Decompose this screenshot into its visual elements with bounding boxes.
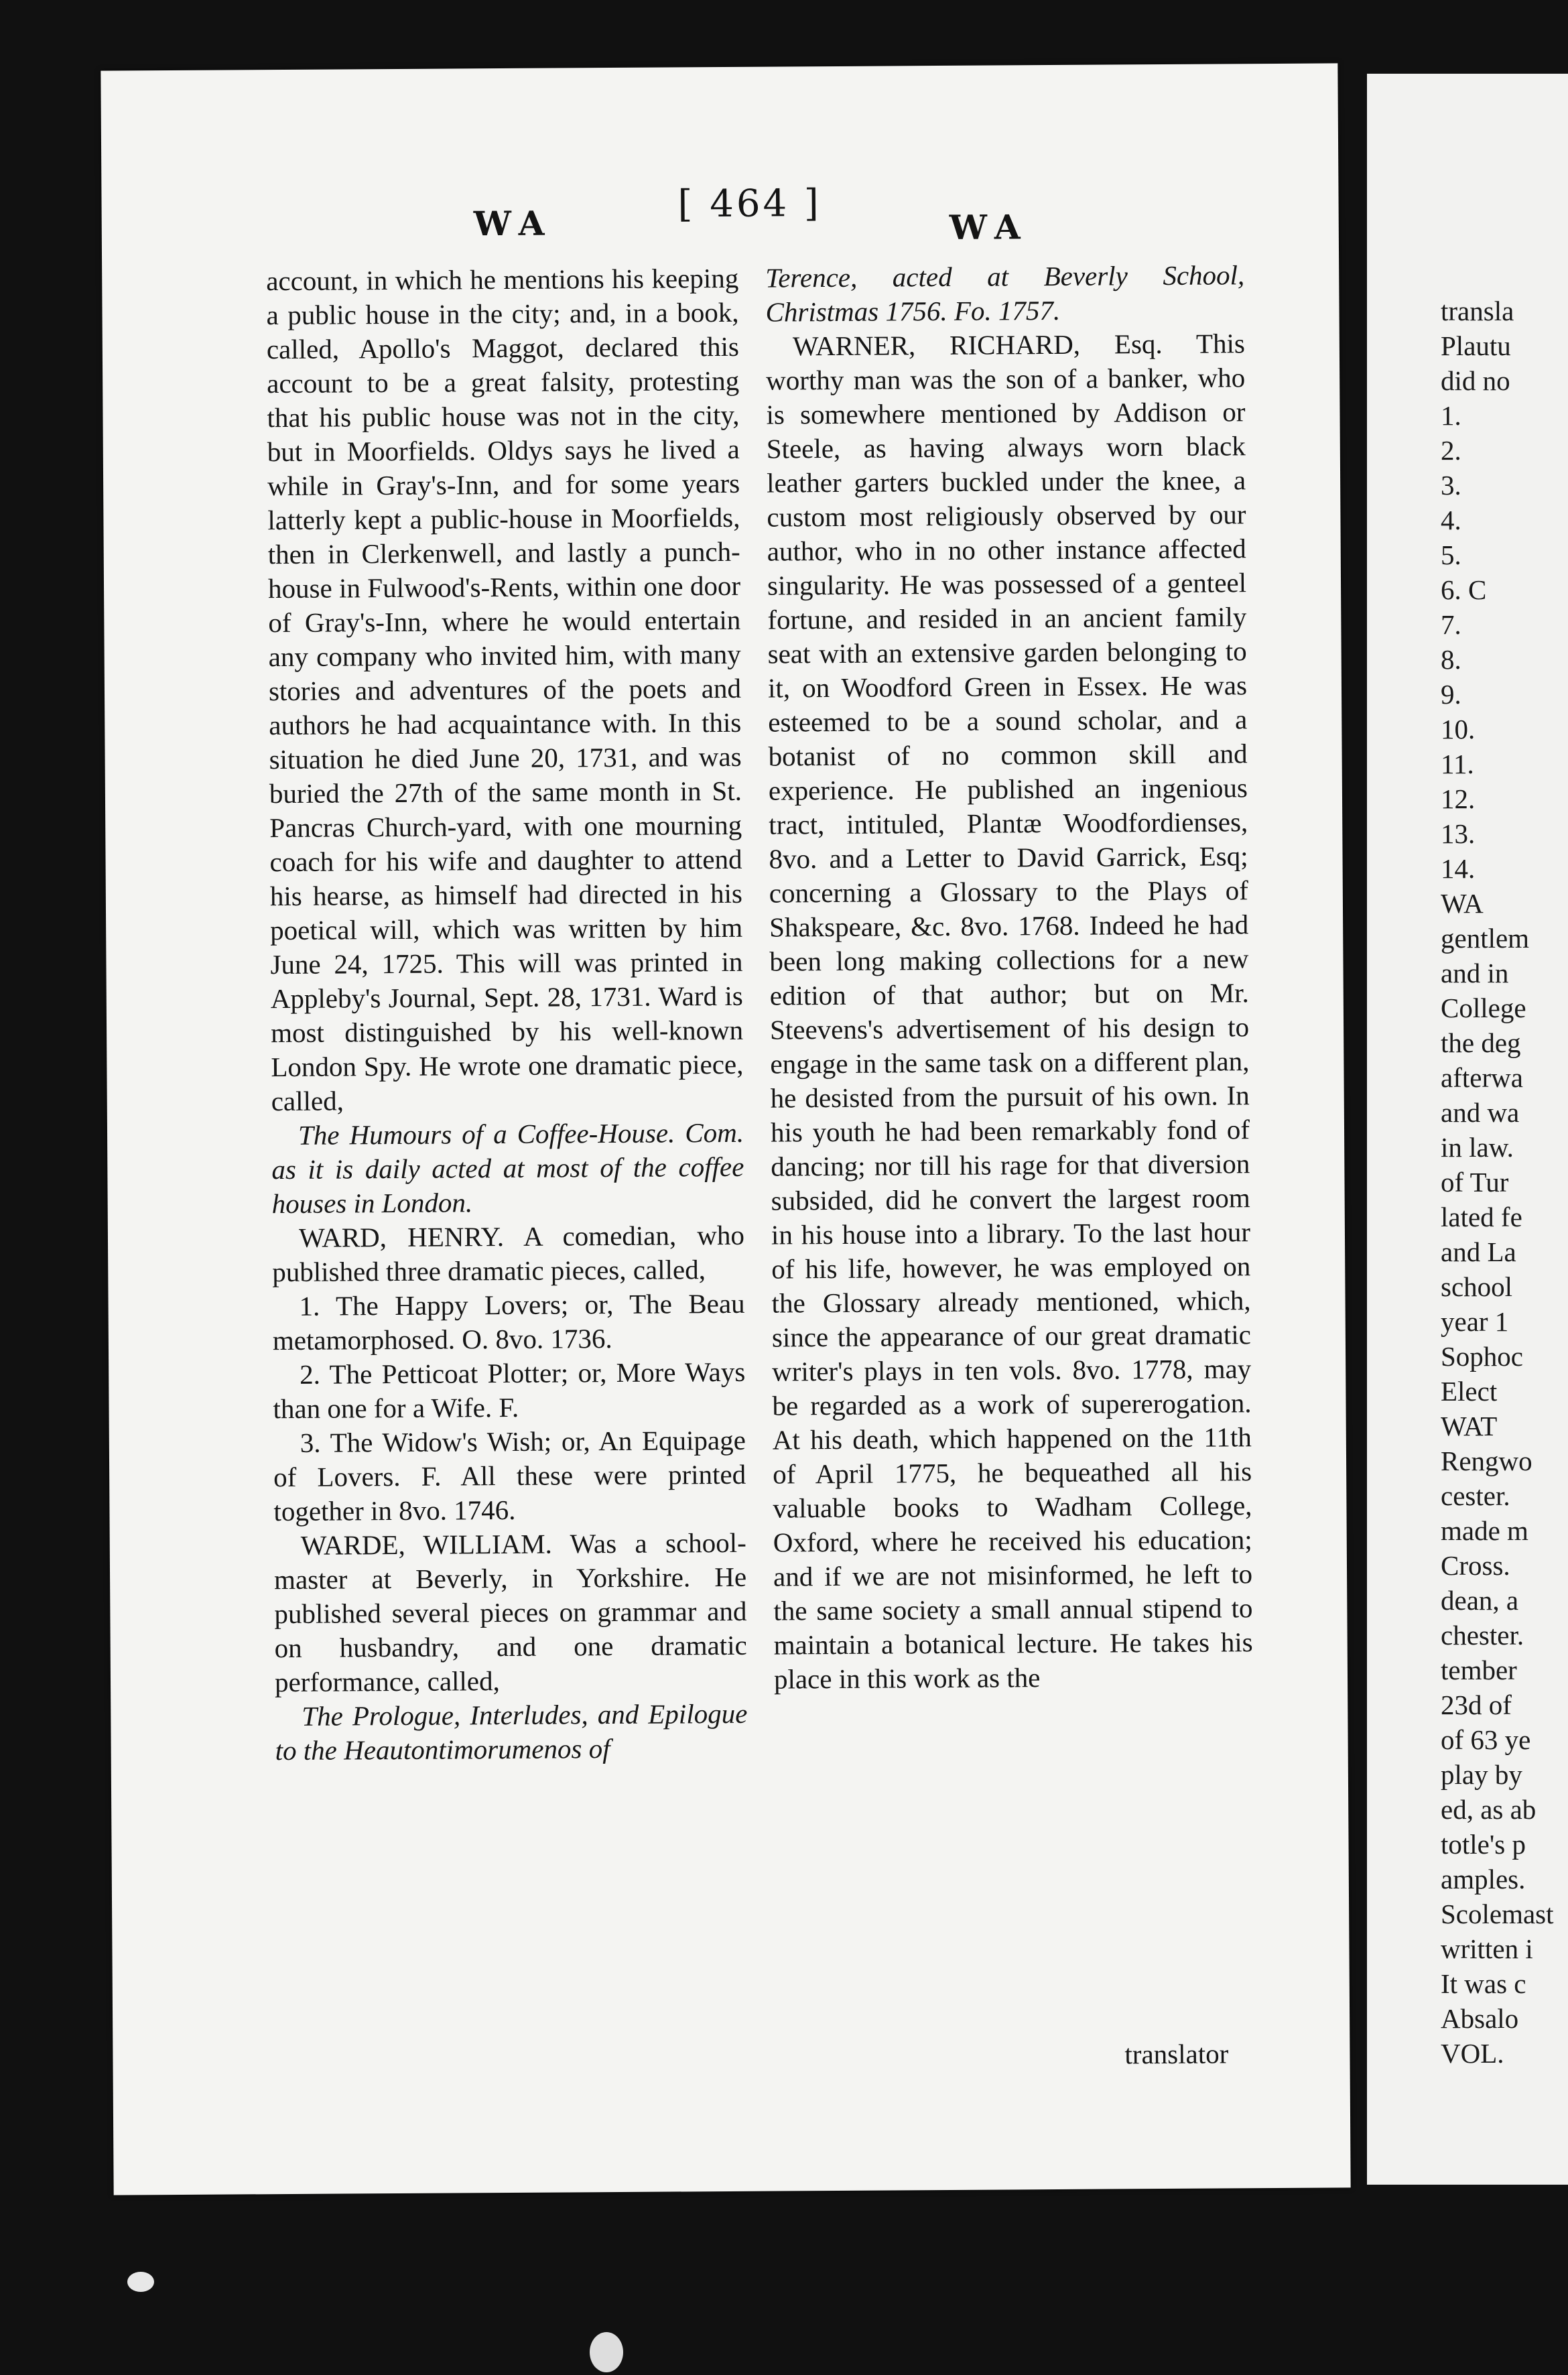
- play-entry: 2. The Petticoat Plotter; or, More Ways than one for a Wife. F.: [273, 1356, 746, 1425]
- author-entry: WARD, HENRY. A comedian, who published three dramatic pieces, called,: [272, 1219, 745, 1288]
- adjacent-page-line: 5.: [1441, 539, 1461, 570]
- adjacent-page-line: Rengwo: [1441, 1446, 1532, 1476]
- adjacent-page-line: written i: [1441, 1933, 1533, 1964]
- margin-speck: [590, 2332, 623, 2372]
- adjacent-page-line: amples.: [1441, 1864, 1526, 1895]
- adjacent-page-line: year 1: [1441, 1306, 1509, 1337]
- adjacent-page-line: play by: [1441, 1759, 1522, 1790]
- adjacent-page-line: 1.: [1441, 400, 1461, 431]
- adjacent-page-line: 12.: [1441, 783, 1476, 814]
- adjacent-page-line: 23d of: [1441, 1689, 1512, 1720]
- adjacent-page-line: 13.: [1441, 818, 1476, 849]
- adjacent-page-line: WA: [1441, 888, 1484, 919]
- adjacent-page-line: 8.: [1441, 644, 1461, 675]
- adjacent-page-line: ed, as ab: [1441, 1794, 1537, 1825]
- adjacent-page-line: the deg: [1441, 1027, 1521, 1058]
- adjacent-page-line: VOL.: [1441, 2038, 1504, 2069]
- adjacent-page-line: totle's p: [1441, 1829, 1526, 1860]
- adjacent-page-line: and in: [1441, 958, 1509, 988]
- adjacent-page-line: of 63 ye: [1441, 1724, 1531, 1755]
- play-entry: The Prologue, Interludes, and Epilogue to the Heautontimorumenos of: [275, 1697, 748, 1767]
- adjacent-page-line: made m: [1441, 1515, 1528, 1546]
- adjacent-page-line: Plautu: [1441, 330, 1511, 361]
- adjacent-page-line: transla: [1441, 296, 1514, 326]
- right-column: [765, 258, 1253, 1696]
- adjacent-page-line: and wa: [1441, 1097, 1520, 1128]
- left-column: [266, 261, 748, 1768]
- adjacent-page-line: cester.: [1441, 1480, 1510, 1511]
- adjacent-page-line: school: [1441, 1271, 1513, 1302]
- adjacent-page-line: Cross.: [1441, 1550, 1510, 1581]
- adjacent-page-line: dean, a: [1441, 1585, 1519, 1616]
- play-entry: The Humours of a Coffee-House. Com. as it is daily acted at most of the coffee houses in London.: [271, 1116, 744, 1220]
- adjacent-page-line: Sophoc: [1441, 1341, 1523, 1372]
- play-entry: 3. The Widow's Wish; or, An Equipage of Lovers. F. All these were printed together in 8vo. 1746.: [273, 1424, 746, 1527]
- adjacent-page-line: WAT: [1441, 1411, 1498, 1441]
- play-entry: 1. The Happy Lovers; or, The Beau metamorphosed. O. 8vo. 1736.: [272, 1287, 745, 1356]
- adjacent-page-line: 10.: [1441, 714, 1476, 745]
- running-header: [101, 178, 1339, 246]
- page-number: [ 464 ]: [677, 182, 822, 227]
- adjacent-page-line: chester.: [1441, 1620, 1524, 1651]
- adjacent-page-line: afterwa: [1441, 1062, 1523, 1093]
- adjacent-page-line: 11.: [1441, 749, 1474, 779]
- adjacent-page-line: Absalo: [1441, 2003, 1519, 2034]
- header-left-keyword: WA: [473, 203, 554, 244]
- adjacent-page-line: 4.: [1441, 505, 1461, 535]
- adjacent-page-line: gentlem: [1441, 923, 1530, 954]
- paragraph: Terence, acted at Beverly School, Christmas 1756. Fo. 1757.: [765, 259, 1245, 328]
- adjacent-page-line: 14.: [1441, 853, 1476, 884]
- author-entry: WARNER, RICHARD, Esq. This worthy man was the son of a banker, who is somewhere mentioned by Addison or Steele, as having always worn black leather garters buckled under the knee, a custom most religiously observed by our author, who in no other instance affected singularity. He was possessed of a genteel fortune, and resided in an ancient family seat with an extensive garden belonging to it, on Woodford Green in Essex. He was esteemed to be a sound scholar, and a botanist of no common skill and experience. He published an ingenious tract, intituled, Plantæ Woodfordienses, 8vo. and a Letter to David Garrick, Esq; concerning a Glossary to the Plays of Shakspeare, &c. 8vo. 1768. Indeed he had been long making collections for a new edition of that author; but on Mr. Steevens's advertisement of his design to engage in the same task on a different plan, he desisted from the pursuit of his own. In his youth he had been remarkably fond of dancing; nor till his rage for that diversion subsided, did he convert the largest room in his house into a library. To the last hour of his life, however, he was employed on the Glossary already mentioned, which, since the appearance of our great dramatic writer's plays in ten vols. 8vo. 1778, may be regarded as a work of supererogation. At his death, which happened on the 11th of April 1775, he bequeathed all his valuable books to Wadham College, Oxford, where he received his education; and if we are not misinformed, he left to the same society a small annual stipend to maintain a botanical lecture. He takes his place in this work as the: [766, 328, 1253, 1695]
- adjacent-page-line: It was c: [1441, 1968, 1526, 1999]
- adjacent-page-line: and La: [1441, 1236, 1516, 1267]
- adjacent-page-line: of Tur: [1441, 1167, 1509, 1198]
- adjacent-page-line: tember: [1441, 1655, 1517, 1685]
- adjacent-page-line: 2.: [1441, 435, 1461, 466]
- header-right-keyword: WA: [949, 207, 1030, 247]
- paragraph: account, in which he mentions his keeping a public house in the city; and, in a book, called, Apollo's Maggot, declared this account to be a great falsity, protesting that his public house was not in the city, but in Moorfields. Oldys says he lived a while in Gray's-Inn, and for some years latterly kept a public-house in Moorfields, then in Clerkenwell, and lastly a punch-house in Fulwood's-Rents, within one door of Gray's-Inn, where he would entertain any company who invited him, with many stories and adventures of the poets and authors he had acquaintance with. In this situation he died June 20, 1731, and was buried the 27th of the same month in St. Pancras Church-yard, with one mourning coach for his wife and daughter to attend his hearse, as himself had directed in his poetical will, which was written by him June 24, 1725. This will was printed in Appleby's Journal, Sept. 28, 1731. Ward is most distinguished by his well-known London Spy. He wrote one dramatic piece, called,: [266, 262, 744, 1117]
- margin-speck: [127, 2272, 154, 2292]
- adjacent-page-line: in law.: [1441, 1132, 1514, 1163]
- catchword: translator: [1124, 2038, 1229, 2070]
- adjacent-page-line: 6. C: [1441, 574, 1487, 605]
- book-page: [101, 63, 1350, 2195]
- adjacent-page-line: did no: [1441, 365, 1510, 396]
- adjacent-page-line: College: [1441, 992, 1526, 1023]
- adjacent-page-line: 7.: [1441, 609, 1461, 640]
- adjacent-page: [1367, 74, 1568, 2185]
- author-entry: WARDE, WILLIAM. Was a school-master at Beverly, in Yorkshire. He published several pieces on grammar and on husbandry, and one dramatic performance, called,: [273, 1527, 747, 1698]
- adjacent-page-line: 3.: [1441, 470, 1461, 501]
- adjacent-page-line: 9.: [1441, 679, 1461, 710]
- adjacent-page-line: lated fe: [1441, 1202, 1522, 1232]
- adjacent-page-line: Elect: [1441, 1376, 1498, 1407]
- adjacent-page-line: Scolemast: [1441, 1899, 1554, 1929]
